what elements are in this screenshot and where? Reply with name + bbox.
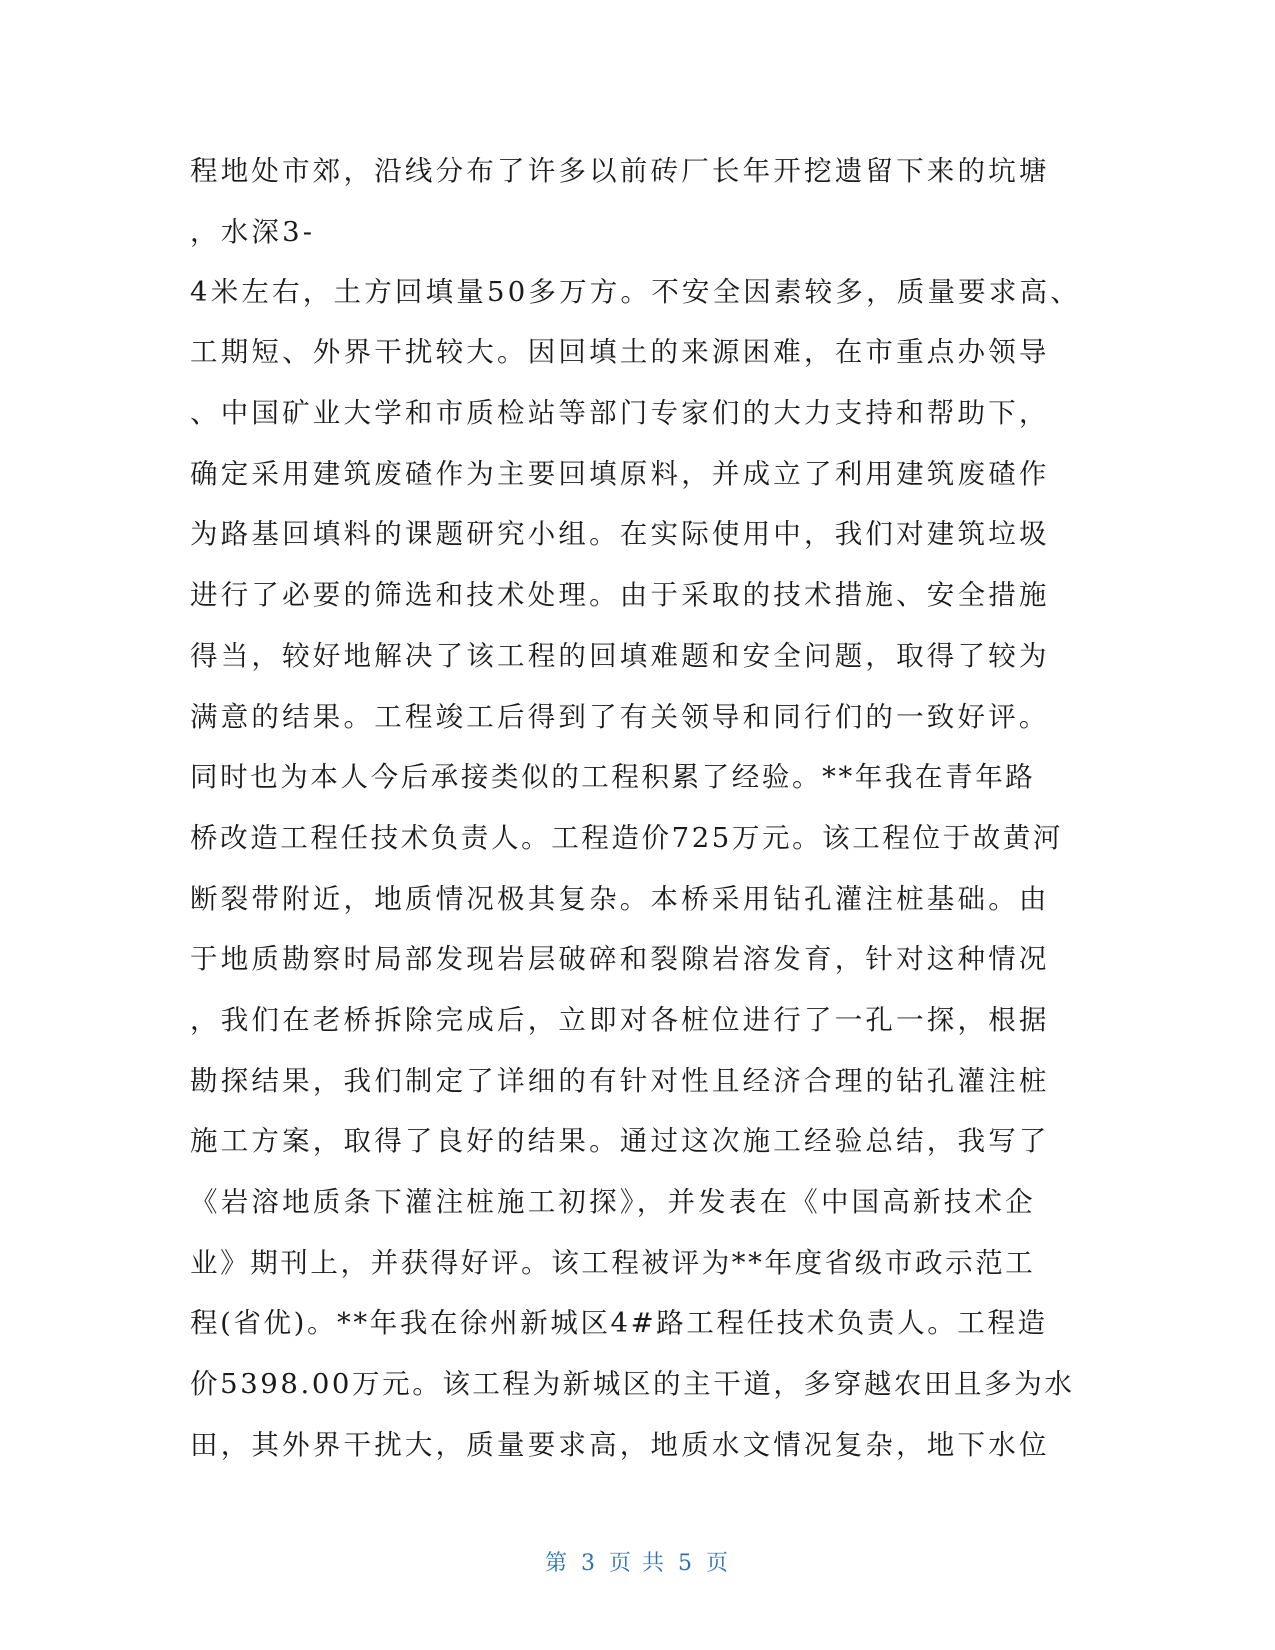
page-label-middle: 页 共 (609, 1551, 666, 1576)
text-line: 断裂带附近，地质情况极其复杂。本桥采用钻孔灌注桩基础。由 (190, 882, 1050, 915)
text-line: 程地处市郊，沿线分布了许多以前砖厂长年开挖遗留下来的坑塘 (190, 155, 1050, 187)
text-line: 得当，较好地解决了该工程的回填难题和安全问题，取得了较为 (190, 639, 1050, 672)
text-line: 4米左右，土方回填量50多万方。不安全因素较多，质量要求高、 (190, 275, 1081, 308)
text-line: 田，其外界干扰大，质量要求高，地质水文情况复杂，地下水位 (190, 1428, 1050, 1461)
text-line: 《岩溶地质条下灌注桩施工初探》，并发表在《中国高新技术企 (190, 1186, 1036, 1218)
text-line: 价5398.00万元。该工程为新城区的主干道，多穿越农田且多为水 (190, 1368, 1075, 1401)
text-line: 于地质勘察时局部发现岩层破碎和裂隙岩溶发育，针对这种情况 (190, 943, 1050, 976)
total-pages-number: 5 (678, 1551, 694, 1576)
text-line: 为路基回填料的课题研究小组。在实际使用中，我们对建筑垃圾 (190, 518, 1050, 551)
text-line: ，我们在老桥拆除完成后，立即对各桩位进行了一孔一探，根据 (190, 1003, 1050, 1036)
current-page-number: 3 (581, 1551, 597, 1576)
text-line: 业》期刊上，并获得好评。该工程被评为**年度省级市政示范工 (190, 1246, 1036, 1279)
text-line: ，水深3- (190, 215, 316, 248)
text-line: 桥改造工程任技术负责人。工程造价725万元。该工程位于故黄河 (190, 821, 1063, 854)
text-line: 工期短、外界干扰较大。因回填土的来源困难，在市重点办领导 (190, 336, 1050, 369)
page-footer (0, 1546, 1275, 1577)
body-text (190, 148, 1090, 1482)
text-line: 同时也为本人今后承接类似的工程积累了经验。**年我在青年路 (190, 761, 1036, 794)
text-line: 施工方案，取得了良好的结果。通过这次施工经验总结，我写了 (190, 1125, 1050, 1158)
text-line: 满意的结果。工程竣工后得到了有关领导和同行们的一致好评。 (190, 700, 1050, 733)
text-line: 程(省优)。**年我在徐州新城区4#路工程任技术负责人。工程造 (190, 1307, 1048, 1340)
page-label-suffix: 页 (706, 1551, 731, 1576)
text-line: 进行了必要的筛选和技术处理。由于采取的技术措施、安全措施 (190, 579, 1050, 612)
text-line: 确定采用建筑废碴作为主要回填原料，并成立了利用建筑废碴作 (190, 457, 1050, 490)
text-line: 、中国矿业大学和市质检站等部门专家们的大力支持和帮助下， (190, 397, 1050, 430)
page-label-prefix: 第 (544, 1551, 569, 1576)
text-line: 勘探结果，我们制定了详细的有针对性且经济合理的钻孔灌注桩 (190, 1064, 1050, 1097)
